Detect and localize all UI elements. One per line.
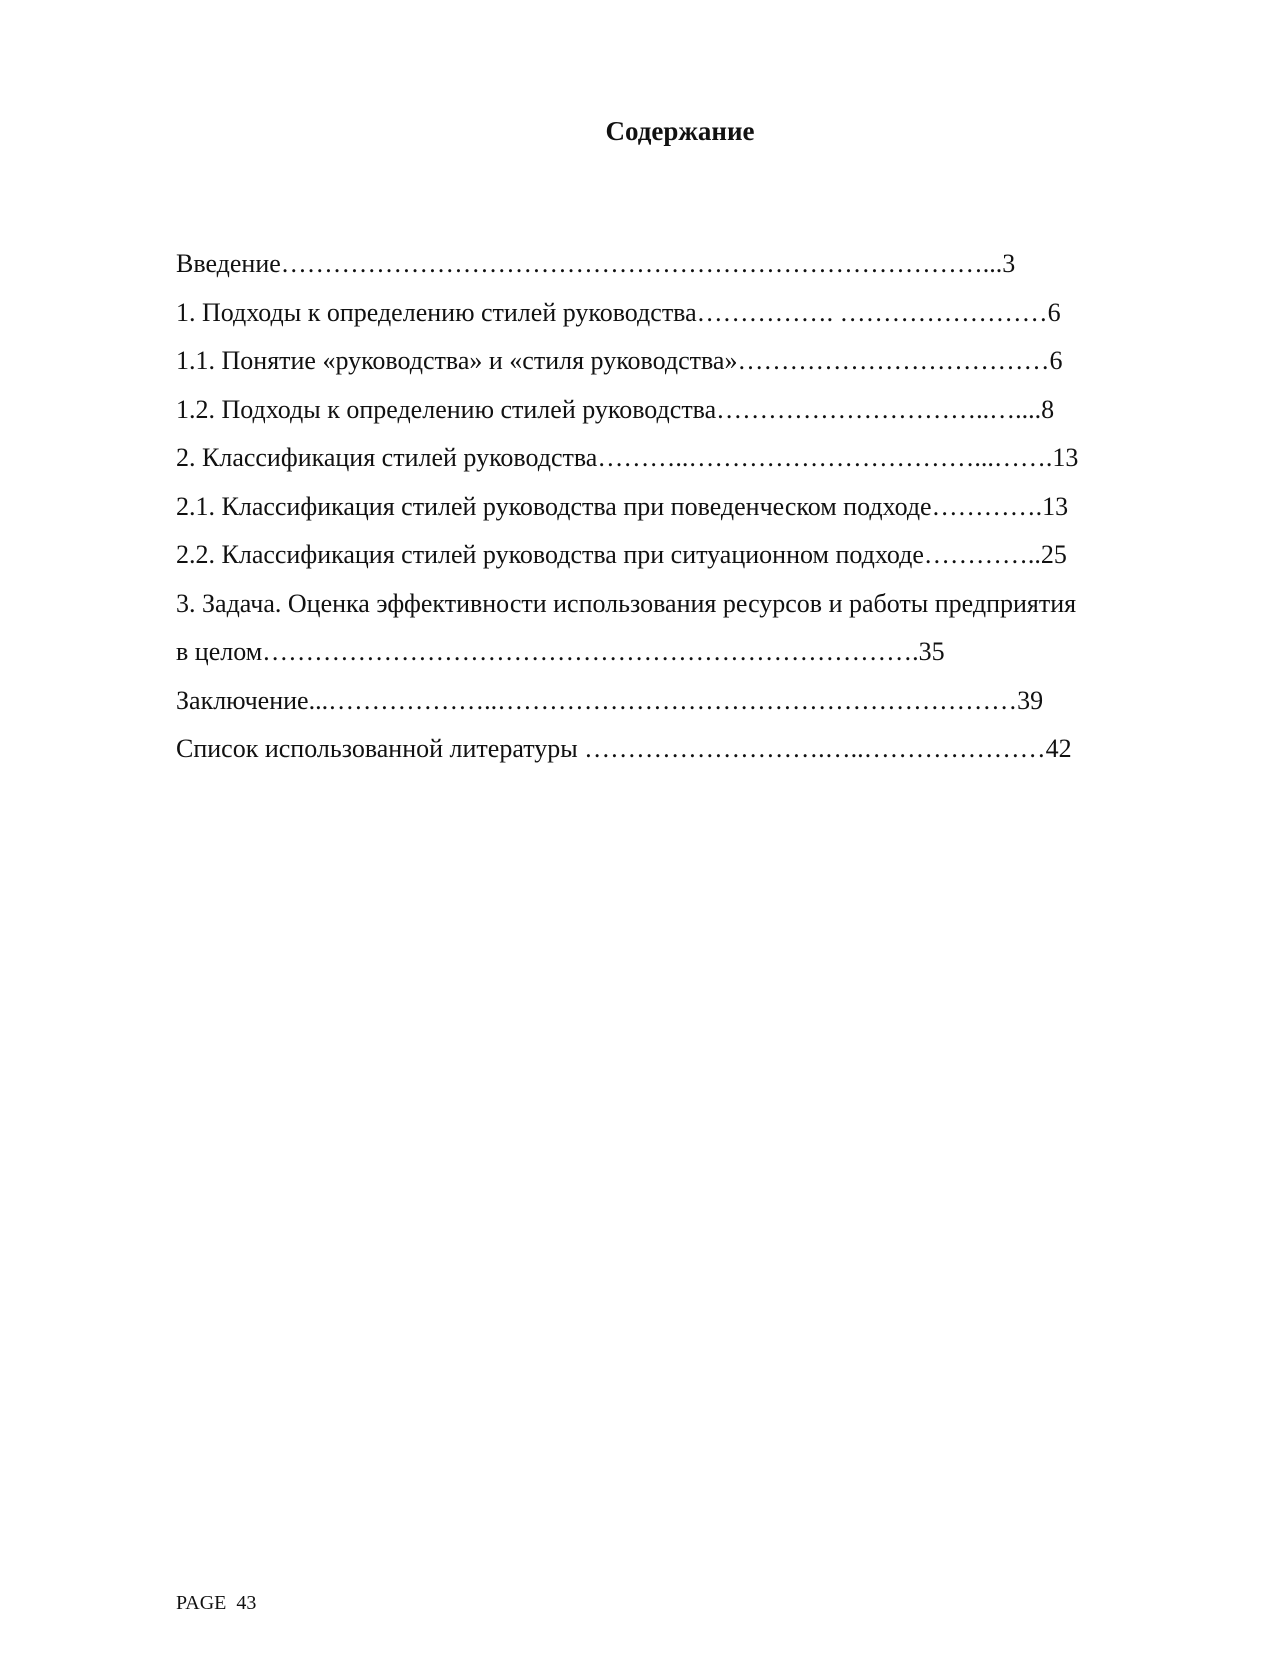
page-title: Содержание [605, 116, 755, 146]
toc-entry-section-2-2: 2.2. Классификация стилей руководства при ситуационном подходе…………..25 [176, 540, 1067, 569]
toc-entry-conclusion: Заключение...………………..……………………………………………………39 [176, 685, 1044, 715]
toc-entry-section-1-1: 1.1. Понятие «руководства» и «стиля руководства»………………………………6 [176, 346, 1063, 375]
toc-entry-references: Список использованной литературы ……………………….…..…………………42 [176, 734, 1072, 763]
toc-entry-section-2-1: 2.1. Классификация стилей руководства при поведенческом подходе………….13 [176, 491, 1069, 521]
toc-entry-chapter-2: 2. Классификация стилей руководства………..……………………………...…….13 [176, 443, 1079, 472]
table-of-contents [176, 240, 1186, 774]
toc-entry-chapter-3: 3. Задача. Оценка эффективности использования ресурсов и работы предприятия [176, 588, 1077, 618]
toc-entry-chapter-3-continuation: в целом………………………………………………………………….35 [176, 637, 945, 666]
page-footer: PAGE 43 [176, 1592, 257, 1614]
toc-entry-chapter-1: 1. Подходы к определению стилей руководства……………. ……………………6 [176, 297, 1061, 327]
toc-entry-introduction: Введение………………………………………………………………………...3 [176, 249, 1016, 278]
toc-entry-section-1-2: 1.2. Подходы к определению стилей руководства…………………………..…....8 [176, 394, 1055, 424]
